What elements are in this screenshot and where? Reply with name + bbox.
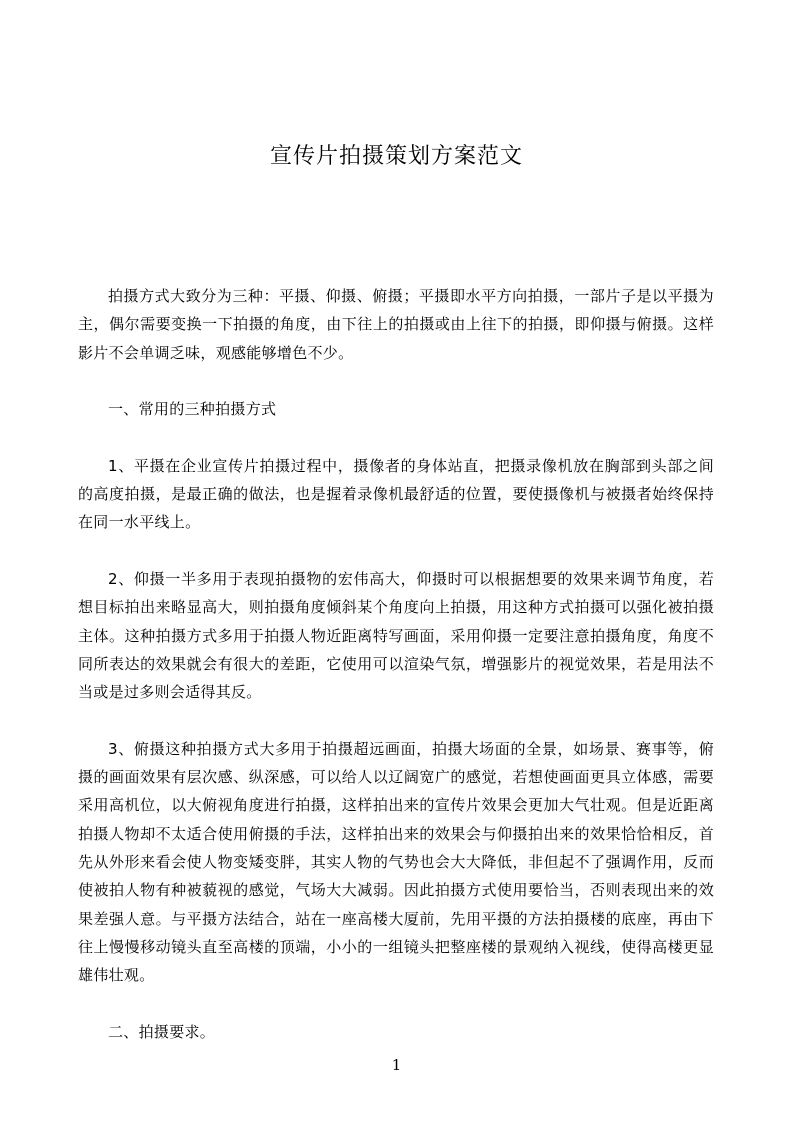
document-body	[78, 282, 714, 1046]
paragraph-spacer	[78, 989, 714, 1017]
list-item-3: 3、俯摄这种拍摄方式大多用于拍摄超远画面，拍摄大场面的全景，如场景、赛事等，俯摄的画面效果有层次感、纵深感，可以给人以辽阔宽广的感觉，若想使画面更具立体感，需要采用高机位，以大俯视角度进行拍摄，这样拍出来的宣传片效果会更加大气壮观。但是近距离拍摄人物却不太适合使用俯摄的手法，这样拍出来的效果会与仰摄拍出来的效果恰恰相反，首先从外形来看会使人物变矮变胖，其实人物的气势也会大大降低，非但起不了强调作用，反而使被拍人物有种被藐视的感觉，气场大大减弱。因此拍摄方式使用要恰当，否则表现出来的效果差强人意。与平摄方法结合，站在一座高楼大厦前，先用平摄的方法拍摄楼的底座，再由下往上慢慢移动镜头直至高楼的顶端，小小的一组镜头把整座楼的景观纳入视线，使得高楼更显雄伟壮观。	[78, 739, 714, 985]
paragraph-spacer	[78, 706, 714, 734]
paragraph-spacer	[78, 423, 714, 451]
document-title: 宣传片拍摄策划方案范文	[269, 144, 523, 169]
list-item-2: 2、仰摄一半多用于表现拍摄物的宏伟高大，仰摄时可以根据想要的效果来调节角度，若想目标拍出来略显高大，则拍摄角度倾斜某个角度向上拍摄，用这种方式拍摄可以强化被拍摄主体。这种拍摄方式多用于拍摄人物近距离特写画面，采用仰摄一定要注意拍摄角度，角度不同所表达的效果就会有很大的差距，它使用可以渲染气氛，增强影片的视觉效果，若是用法不当或是过多则会适得其反。	[78, 569, 714, 702]
page-number: 1	[391, 1056, 402, 1074]
intro-paragraph: 拍摄方式大致分为三种：平摄、仰摄、俯摄；平摄即水平方向拍摄，一部片子是以平摄为主，偶尔需要变换一下拍摄的角度，由下往上的拍摄或由上往下的拍摄，即仰摄与俯摄。这样影片不会单调乏味，观感能够增色不少。	[78, 287, 714, 362]
paragraph-spacer	[78, 537, 714, 565]
section-heading-1: 一、常用的三种拍摄方式	[108, 400, 277, 419]
list-item-1: 1、平摄在企业宣传片拍摄过程中，摄像者的身体站直，把摄录像机放在胸部到头部之间的高度拍摄，是最正确的做法，也是握着录像机最舒适的位置，要使摄像机与被摄者始终保持在同一水平线上。	[78, 456, 714, 532]
section-heading-2: 二、拍摄要求。	[108, 1022, 216, 1041]
paragraph-spacer	[78, 367, 714, 395]
